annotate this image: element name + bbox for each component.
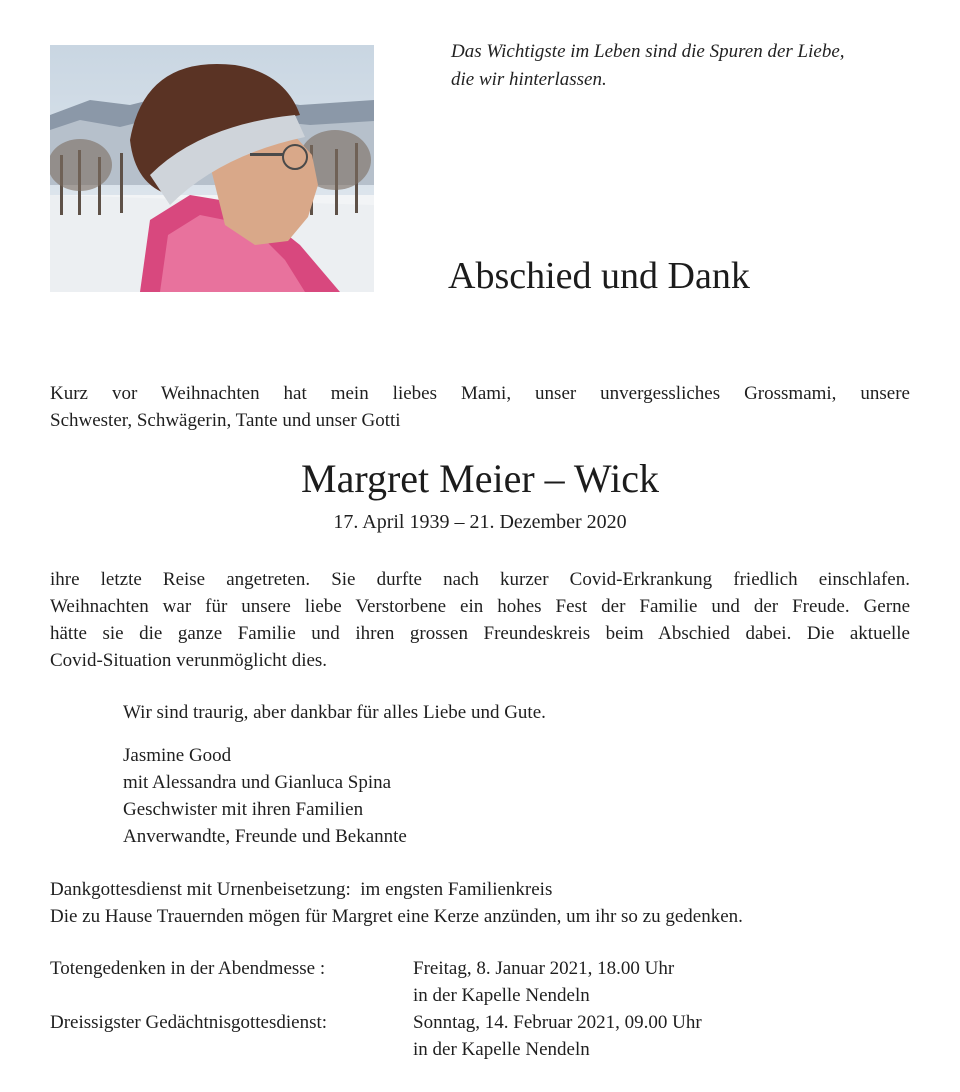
service-line-1: Dankgottesdienst mit Urnenbeisetzung: im engsten Familienkreis [50,879,553,900]
intro-line-2: Schwester, Schwägerin, Tante und unser Gotti [50,410,401,431]
service-line-2: Die zu Hause Trauernden mögen für Margret eine Kerze anzünden, um ihr so zu gedenken. [50,906,743,927]
body-line-3: hätte sie die ganze Familie und ihren grossen Freundeskreis beim Abschied dabei. Die aktuelle [50,623,910,644]
page-title: Abschied und Dank [448,255,750,297]
schedule-when: Freitag, 8. Januar 2021, 18.00 Uhr [413,958,675,979]
signer: Anverwandte, Freunde und Bekannte [123,826,407,847]
life-dates: 17. April 1939 – 21. Dezember 2020 [333,511,627,533]
schedule-row [50,955,930,1009]
body-line-2: Weihnachten war für unsere liebe Verstorbene ein hohes Fest der Familie und der Freude. Gerne [50,596,910,617]
signers-list [123,742,407,850]
schedule-where: in der Kapelle Nendeln [413,985,590,1006]
motto-line-1: Das Wichtigste im Leben sind die Spuren der Liebe, [451,41,845,62]
motto-quote [451,38,931,94]
schedule-row [50,1009,930,1063]
body-line-4: Covid-Situation verunmöglicht dies. [50,650,328,671]
schedule-table [50,955,930,1063]
portrait-photo [50,45,374,292]
motto-line-2: die wir hinterlassen. [451,69,607,90]
schedule-where: in der Kapelle Nendeln [413,1039,590,1060]
signer: mit Alessandra und Gianluca Spina [123,772,392,793]
schedule-label: Totengedenken in der Abendmesse : [50,958,326,979]
intro-paragraph [50,380,910,434]
intro-line-1: Kurz vor Weihnachten hat mein liebes Mami, unser unvergessliches Grossmami, unsere [50,383,910,404]
service-info [50,876,930,930]
deceased-name: Margret Meier – Wick [301,456,659,501]
body-paragraph [50,566,910,674]
signer: Geschwister mit ihren Familien [123,799,364,820]
schedule-value [413,1009,702,1063]
grief-line: Wir sind traurig, aber dankbar für alles Liebe und Gute. [123,702,546,723]
body-line-1: ihre letzte Reise angetreten. Sie durfte nach kurzer Covid-Erkrankung friedlich einschlafen. [50,569,910,590]
schedule-label: Dreissigster Gedächtnisgottesdienst: [50,1012,328,1033]
schedule-when: Sonntag, 14. Februar 2021, 09.00 Uhr [413,1012,702,1033]
signer: Jasmine Good [123,745,232,766]
schedule-value [413,955,674,1009]
